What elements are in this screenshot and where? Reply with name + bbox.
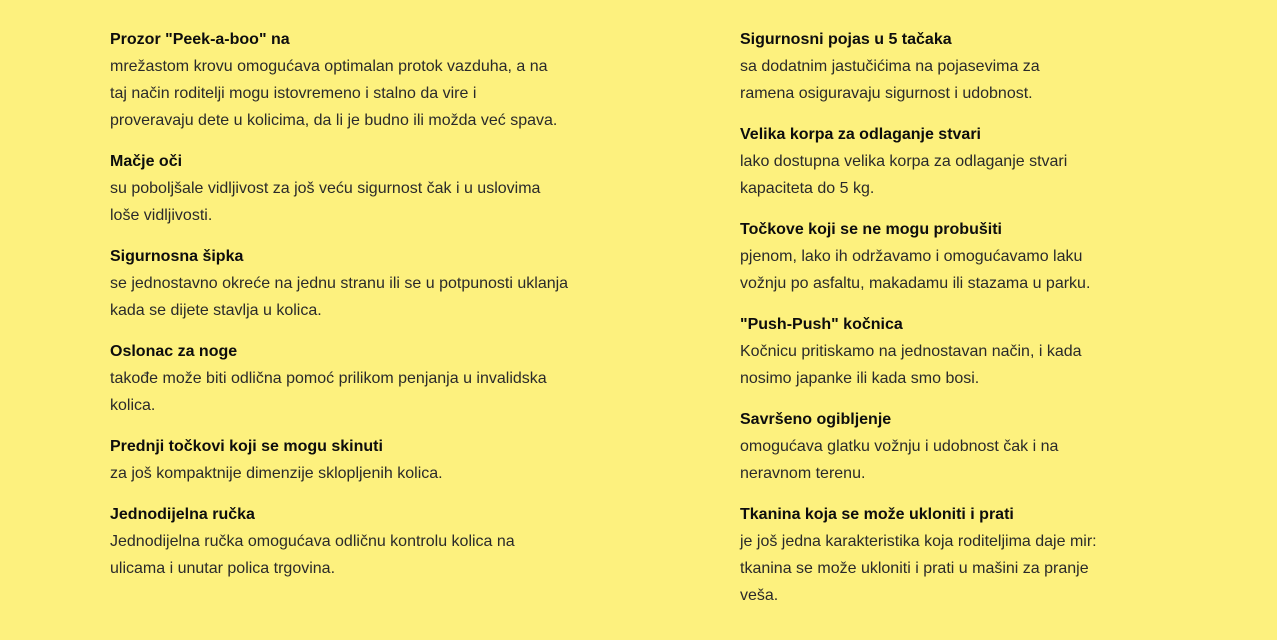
- feature-title: Oslonac za noge: [110, 343, 238, 360]
- feature-description-line: taj način roditelji mogu istovremeno i stalno da vire i: [110, 85, 477, 102]
- feature-description-line: za još kompaktnije dimenzije sklopljenih kolica.: [110, 465, 443, 482]
- feature-description-line: tkanina se može ukloniti i prati u mašini za pranje: [740, 560, 1089, 577]
- feature-item: [110, 338, 670, 419]
- feature-item: [110, 501, 670, 582]
- feature-description-line: Kočnicu pritiskamo na jednostavan način, i kada: [740, 343, 1082, 360]
- feature-description-line: sa dodatnim jastučićima na pojasevima za: [740, 58, 1040, 75]
- feature-description-line: nosimo japanke ili kada smo bosi.: [740, 370, 980, 387]
- feature-description-line: takođe može biti odlična pomoć prilikom penjanja u invalidska: [110, 370, 547, 387]
- feature-item: [740, 501, 1240, 609]
- feature-title: Prozor "Peek-a-boo" na: [110, 31, 290, 48]
- feature-item: [740, 26, 1240, 107]
- feature-title: Jednodijelna ručka: [110, 506, 255, 523]
- feature-item: [740, 311, 1240, 392]
- feature-description-line: veša.: [740, 587, 779, 604]
- feature-title: Savršeno ogibljenje: [740, 411, 892, 428]
- feature-title: Velika korpa za odlaganje stvari: [740, 126, 981, 143]
- feature-item: [110, 26, 670, 134]
- feature-description-line: je još jedna karakteristika koja roditeljima daje mir:: [740, 533, 1097, 550]
- feature-item: [110, 243, 670, 324]
- feature-item: [110, 433, 670, 487]
- feature-description-line: kada se dijete stavlja u kolica.: [110, 302, 322, 319]
- feature-item: [740, 216, 1240, 297]
- feature-item: [110, 148, 670, 229]
- feature-description-line: ulicama i unutar polica trgovina.: [110, 560, 336, 577]
- feature-description-line: proveravaju dete u kolicima, da li je budno ili možda već spava.: [110, 112, 558, 129]
- feature-description-line: mrežastom krovu omogućava optimalan protok vazduha, a na: [110, 58, 548, 75]
- feature-description-line: vožnju po asfaltu, makadamu ili stazama u parku.: [740, 275, 1091, 292]
- feature-title: Točkove koji se ne mogu probušiti: [740, 221, 1002, 238]
- feature-description-line: kolica.: [110, 397, 156, 414]
- feature-title: Tkanina koja se može ukloniti i prati: [740, 506, 1014, 523]
- feature-title: "Push-Push" kočnica: [740, 316, 903, 333]
- feature-description-line: su poboljšale vidljivost za još veću sigurnost čak i u uslovima: [110, 180, 541, 197]
- feature-item: [740, 406, 1240, 487]
- feature-description-line: se jednostavno okreće na jednu stranu ili se u potpunosti uklanja: [110, 275, 569, 292]
- feature-title: Prednji točkovi koji se mogu skinuti: [110, 438, 383, 455]
- feature-description-line: omogućava glatku vožnju i udobnost čak i na: [740, 438, 1059, 455]
- feature-title: Sigurnosna šipka: [110, 248, 244, 265]
- feature-description-line: pjenom, lako ih održavamo i omogućavamo laku: [740, 248, 1083, 265]
- feature-description-line: kapaciteta do 5 kg.: [740, 180, 875, 197]
- feature-title: Mačje oči: [110, 153, 183, 170]
- feature-description-line: loše vidljivosti.: [110, 207, 213, 224]
- feature-item: [740, 121, 1240, 202]
- feature-description-line: lako dostupna velika korpa za odlaganje stvari: [740, 153, 1068, 170]
- features-column-right: [740, 26, 1240, 623]
- feature-description-line: Jednodijelna ručka omogućava odličnu kontrolu kolica na: [110, 533, 515, 550]
- feature-description-line: ramena osiguravaju sigurnost i udobnost.: [740, 85, 1033, 102]
- feature-description-line: neravnom terenu.: [740, 465, 866, 482]
- features-column-left: [110, 26, 670, 596]
- feature-title: Sigurnosni pojas u 5 tačaka: [740, 31, 952, 48]
